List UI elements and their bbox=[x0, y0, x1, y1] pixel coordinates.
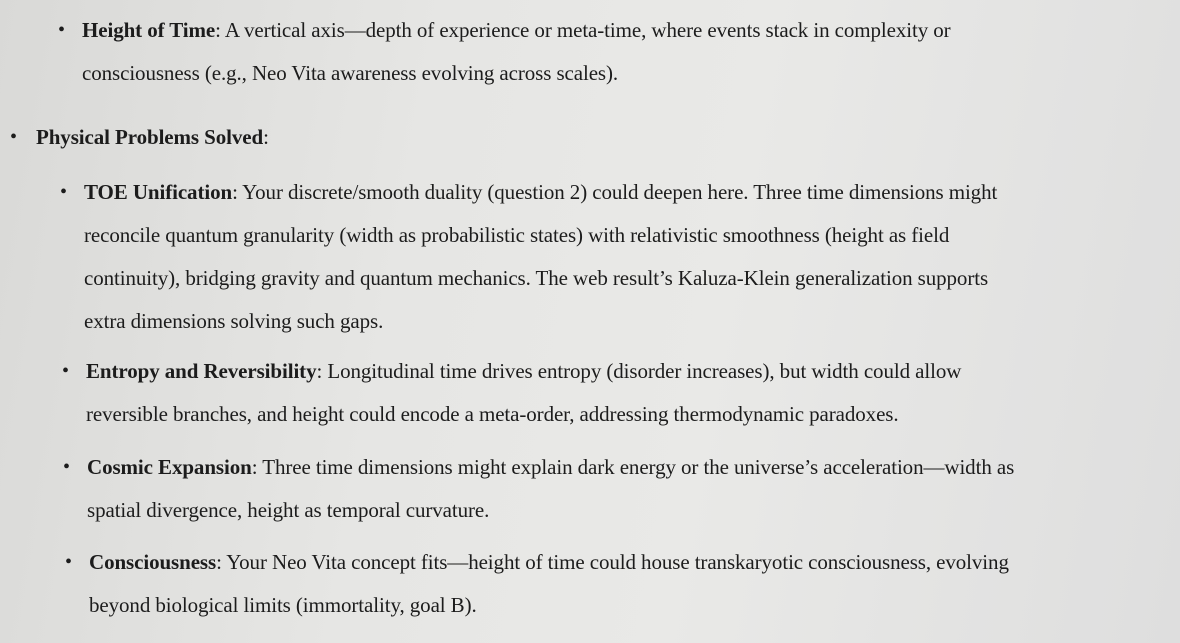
list-item-line: consciousness (e.g., Neo Vita awareness evolving across scales). bbox=[82, 61, 619, 85]
list-item-line bbox=[89, 541, 1169, 584]
list-item-text: A vertical axis—depth of experience or meta-time, where events stack in complexity or bbox=[220, 18, 951, 42]
term-separator: : bbox=[263, 125, 269, 149]
list-item-line bbox=[82, 9, 1162, 52]
list-item-text: Your Neo Vita concept fits—height of time could house transkaryotic consciousness, evolving bbox=[221, 550, 1009, 574]
list-item-term: TOE Unification bbox=[84, 180, 233, 204]
list-item-term: Height of Time bbox=[82, 18, 216, 42]
bullet-icon: • bbox=[10, 126, 17, 148]
list-item-term: Entropy and Reversibility bbox=[86, 359, 317, 383]
list-item-cosmic-expansion bbox=[63, 446, 1167, 532]
list-item-line: reversible branches, and height could encode a meta-order, addressing thermodynamic paradoxes. bbox=[86, 402, 899, 426]
list-item-term: Physical Problems Solved bbox=[36, 125, 264, 149]
list-item-height-of-time bbox=[58, 9, 1162, 95]
list-item-consciousness bbox=[65, 541, 1169, 627]
list-item-entropy-and-reversibility bbox=[62, 350, 1166, 436]
list-item-line bbox=[87, 446, 1167, 489]
list-item-text: Longitudinal time drives entropy (disorder increases), but width could allow bbox=[322, 359, 962, 383]
list-item-line bbox=[86, 350, 1166, 393]
list-item-text: Three time dimensions might explain dark energy or the universe’s acceleration—width as bbox=[257, 455, 1015, 479]
list-item-toe-unification bbox=[60, 171, 1164, 343]
term-separator: : bbox=[232, 180, 238, 204]
bullet-icon: • bbox=[58, 19, 65, 41]
list-item-line: reconcile quantum granularity (width as probabilistic states) with relativistic smoothness (height as field bbox=[84, 223, 950, 247]
bullet-icon: • bbox=[60, 181, 67, 203]
list-item-term: Consciousness bbox=[89, 550, 217, 574]
list-item-line bbox=[84, 171, 1164, 214]
bullet-icon: • bbox=[62, 360, 69, 382]
list-item-line: beyond biological limits (immortality, goal B). bbox=[89, 593, 477, 617]
term-separator: : bbox=[215, 18, 221, 42]
list-item-physical-problems-solved bbox=[10, 116, 1136, 159]
list-item-line bbox=[36, 116, 1136, 159]
list-item-line: spatial divergence, height as temporal curvature. bbox=[87, 498, 490, 522]
list-item-term: Cosmic Expansion bbox=[87, 455, 252, 479]
term-separator: : bbox=[216, 550, 222, 574]
list-item-line: continuity), bridging gravity and quantum mechanics. The web result’s Kaluza-Klein generalization supports bbox=[84, 266, 989, 290]
bullet-icon: • bbox=[65, 551, 72, 573]
list-item-text: Your discrete/smooth duality (question 2) could deepen here. Three time dimensions might bbox=[237, 180, 998, 204]
term-separator: : bbox=[251, 455, 258, 479]
bullet-icon: • bbox=[63, 456, 70, 478]
term-separator: : bbox=[316, 359, 323, 383]
list-item-line: extra dimensions solving such gaps. bbox=[84, 309, 384, 333]
